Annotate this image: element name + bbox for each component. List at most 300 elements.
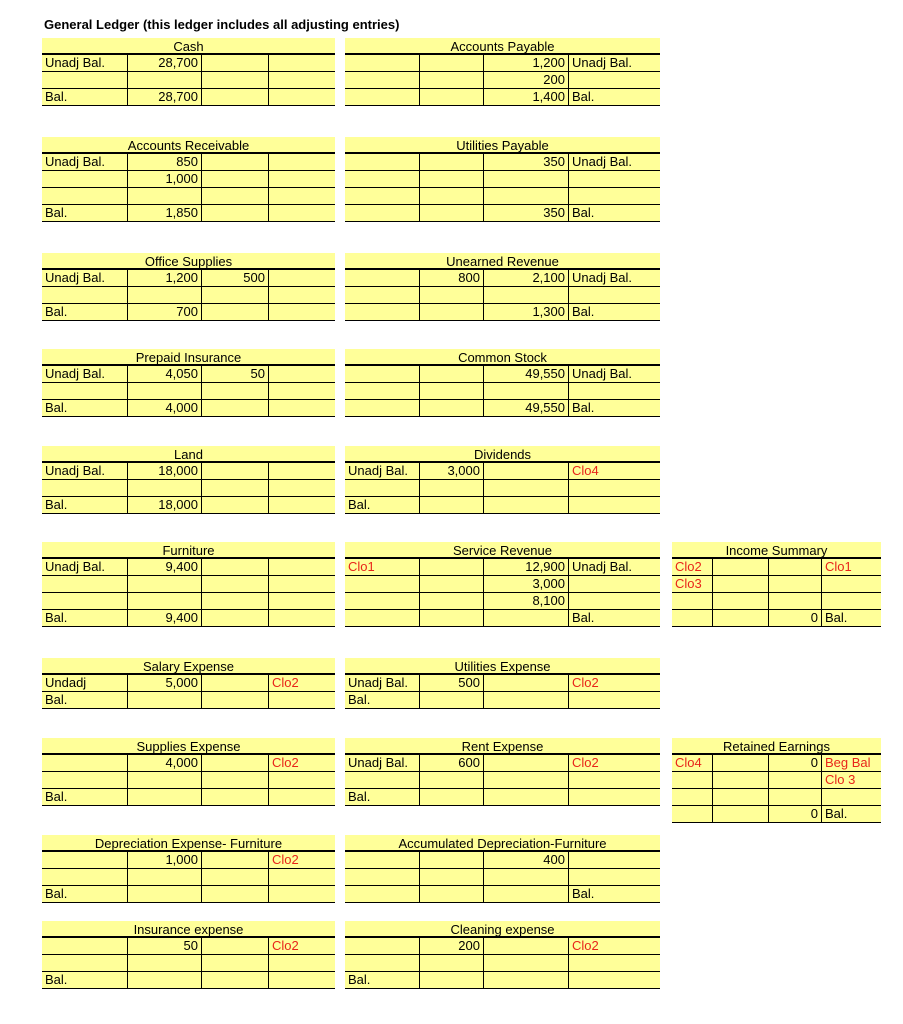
ledger-cell: 12,900 xyxy=(484,559,569,576)
ledger-cell: 850 xyxy=(128,154,202,171)
ledger-cell xyxy=(713,772,769,789)
ledger-cell xyxy=(202,480,269,497)
ledger-cell xyxy=(202,938,269,955)
ledger-cell xyxy=(202,869,269,886)
t-account-accumulated-depreciation-furniture xyxy=(345,835,660,903)
ledger-cell xyxy=(672,806,713,823)
ledger-cell xyxy=(484,480,569,497)
ledger-cell: 400 xyxy=(484,852,569,869)
ledger-cell xyxy=(484,383,569,400)
ledger-cell xyxy=(345,576,420,593)
ledger-cell xyxy=(484,789,569,806)
ledger-cell xyxy=(569,852,660,869)
ledger-cell xyxy=(420,304,484,321)
account-title: Dividends xyxy=(345,446,660,463)
ledger-cell xyxy=(202,559,269,576)
ledger-cell xyxy=(420,972,484,989)
ledger-cell xyxy=(484,497,569,514)
ledger-row xyxy=(345,304,660,321)
ledger-cell: 49,550 xyxy=(484,366,569,383)
ledger-cell: 200 xyxy=(420,938,484,955)
ledger-cell xyxy=(345,593,420,610)
ledger-cell xyxy=(42,938,128,955)
ledger-cell xyxy=(128,383,202,400)
t-account-service-revenue xyxy=(345,542,660,627)
ledger-cell xyxy=(269,188,335,205)
ledger-cell xyxy=(269,55,335,72)
account-title: Accounts Receivable xyxy=(42,137,335,154)
ledger-row xyxy=(42,852,335,869)
ledger-row xyxy=(42,400,335,417)
ledger-cell xyxy=(569,171,660,188)
ledger-cell xyxy=(713,806,769,823)
ledger-row xyxy=(672,755,881,772)
ledger-cell xyxy=(202,171,269,188)
ledger-cell xyxy=(713,789,769,806)
ledger-cell: Bal. xyxy=(822,610,881,627)
ledger-row xyxy=(42,287,335,304)
ledger-cell xyxy=(569,287,660,304)
t-account-cash xyxy=(42,38,335,106)
ledger-cell: 3,000 xyxy=(484,576,569,593)
ledger-row xyxy=(345,287,660,304)
account-title: Accumulated Depreciation-Furniture xyxy=(345,835,660,852)
ledger-cell xyxy=(569,869,660,886)
ledger-cell xyxy=(202,675,269,692)
ledger-cell xyxy=(42,869,128,886)
ledger-row xyxy=(42,89,335,106)
ledger-cell: Unadj Bal. xyxy=(42,366,128,383)
ledger-cell xyxy=(202,287,269,304)
ledger-cell: 4,000 xyxy=(128,755,202,772)
ledger-row xyxy=(345,610,660,627)
ledger-cell xyxy=(569,480,660,497)
ledger-cell xyxy=(42,72,128,89)
account-title: Common Stock xyxy=(345,349,660,366)
ledger-cell xyxy=(202,789,269,806)
ledger-cell: Bal. xyxy=(345,692,420,709)
ledger-cell xyxy=(202,72,269,89)
ledger-cell xyxy=(202,576,269,593)
account-title: Depreciation Expense- Furniture xyxy=(42,835,335,852)
ledger-cell xyxy=(269,366,335,383)
ledger-row xyxy=(345,559,660,576)
ledger-cell xyxy=(420,287,484,304)
ledger-cell xyxy=(202,755,269,772)
ledger-cell xyxy=(202,154,269,171)
ledger-cell: 9,400 xyxy=(128,559,202,576)
account-title: Office Supplies xyxy=(42,253,335,270)
ledger-cell xyxy=(42,955,128,972)
account-title: Supplies Expense xyxy=(42,738,335,755)
t-account-unearned-revenue xyxy=(345,253,660,321)
ledger-cell xyxy=(420,383,484,400)
ledger-cell xyxy=(42,383,128,400)
ledger-cell xyxy=(128,972,202,989)
t-account-utilities-payable xyxy=(345,137,660,222)
ledger-cell xyxy=(672,772,713,789)
ledger-row xyxy=(42,675,335,692)
ledger-row xyxy=(345,383,660,400)
ledger-cell: Clo3 xyxy=(672,576,713,593)
ledger-cell xyxy=(202,593,269,610)
t-account-common-stock xyxy=(345,349,660,417)
ledger-cell: Clo2 xyxy=(269,755,335,772)
ledger-cell xyxy=(420,593,484,610)
ledger-cell: 8,100 xyxy=(484,593,569,610)
ledger-cell: 1,000 xyxy=(128,852,202,869)
t-account-office-supplies xyxy=(42,253,335,321)
ledger-cell xyxy=(345,886,420,903)
ledger-cell: Bal. xyxy=(569,886,660,903)
ledger-cell: Clo2 xyxy=(269,852,335,869)
ledger-cell: 700 xyxy=(128,304,202,321)
ledger-row xyxy=(345,270,660,287)
ledger-cell xyxy=(484,171,569,188)
ledger-cell xyxy=(42,171,128,188)
ledger-row xyxy=(42,789,335,806)
ledger-row xyxy=(345,463,660,480)
ledger-row xyxy=(42,772,335,789)
ledger-cell: Unadj Bal. xyxy=(42,270,128,287)
t-account-prepaid-insurance xyxy=(42,349,335,417)
ledger-cell xyxy=(202,188,269,205)
ledger-cell xyxy=(420,692,484,709)
ledger-cell xyxy=(822,593,881,610)
ledger-row xyxy=(345,188,660,205)
ledger-cell xyxy=(269,304,335,321)
ledger-cell: Unadj Bal. xyxy=(42,154,128,171)
ledger-row xyxy=(672,576,881,593)
ledger-cell xyxy=(128,692,202,709)
ledger-cell: 28,700 xyxy=(128,55,202,72)
ledger-cell: 0 xyxy=(769,755,822,772)
ledger-cell: 50 xyxy=(128,938,202,955)
ledger-cell xyxy=(345,171,420,188)
ledger-cell xyxy=(269,869,335,886)
ledger-cell xyxy=(484,955,569,972)
ledger-cell xyxy=(713,755,769,772)
ledger-row xyxy=(42,463,335,480)
ledger-cell xyxy=(569,972,660,989)
ledger-cell xyxy=(420,205,484,222)
account-title: Accounts Payable xyxy=(345,38,660,55)
ledger-cell: Bal. xyxy=(345,789,420,806)
ledger-cell xyxy=(202,55,269,72)
ledger-cell xyxy=(202,400,269,417)
ledger-cell xyxy=(713,559,769,576)
ledger-cell xyxy=(269,400,335,417)
ledger-cell xyxy=(420,576,484,593)
ledger-cell: Bal. xyxy=(42,789,128,806)
t-account-accounts-payable xyxy=(345,38,660,106)
ledger-cell xyxy=(569,497,660,514)
ledger-cell xyxy=(128,480,202,497)
ledger-cell xyxy=(420,869,484,886)
ledger-cell xyxy=(713,610,769,627)
ledger-cell xyxy=(202,772,269,789)
ledger-cell xyxy=(484,463,569,480)
ledger-cell: Bal. xyxy=(42,400,128,417)
account-title: Land xyxy=(42,446,335,463)
ledger-cell xyxy=(128,772,202,789)
ledger-cell xyxy=(269,89,335,106)
ledger-cell: Clo2 xyxy=(269,675,335,692)
ledger-row xyxy=(345,772,660,789)
t-account-salary-expense xyxy=(42,658,335,709)
ledger-cell: Clo4 xyxy=(672,755,713,772)
ledger-cell xyxy=(202,383,269,400)
ledger-cell xyxy=(420,366,484,383)
ledger-cell: Clo 3 xyxy=(822,772,881,789)
ledger-row xyxy=(345,675,660,692)
ledger-cell xyxy=(345,304,420,321)
ledger-cell: Unadj Bal. xyxy=(569,559,660,576)
ledger-cell xyxy=(42,480,128,497)
ledger-row xyxy=(345,205,660,222)
ledger-cell xyxy=(713,593,769,610)
ledger-cell xyxy=(484,692,569,709)
ledger-cell: 1,200 xyxy=(128,270,202,287)
ledger-row xyxy=(672,806,881,823)
ledger-cell xyxy=(345,287,420,304)
ledger-row xyxy=(345,497,660,514)
ledger-cell xyxy=(345,366,420,383)
ledger-cell xyxy=(484,869,569,886)
ledger-row xyxy=(345,692,660,709)
ledger-cell: 18,000 xyxy=(128,463,202,480)
ledger-cell: 9,400 xyxy=(128,610,202,627)
ledger-row xyxy=(42,869,335,886)
account-title: Cleaning expense xyxy=(345,921,660,938)
ledger-cell: Clo2 xyxy=(569,675,660,692)
ledger-cell xyxy=(420,559,484,576)
account-title: Cash xyxy=(42,38,335,55)
ledger-row xyxy=(345,89,660,106)
account-title: Income Summary xyxy=(672,542,881,559)
ledger-cell: Unadj Bal. xyxy=(345,675,420,692)
ledger-cell xyxy=(269,480,335,497)
ledger-cell xyxy=(345,72,420,89)
ledger-cell: 200 xyxy=(484,72,569,89)
ledger-row xyxy=(345,576,660,593)
account-title: Retained Earnings xyxy=(672,738,881,755)
ledger-cell xyxy=(420,789,484,806)
ledger-cell: 1,400 xyxy=(484,89,569,106)
ledger-cell: 0 xyxy=(769,806,822,823)
ledger-row xyxy=(42,559,335,576)
t-account-utilities-expense xyxy=(345,658,660,709)
ledger-row xyxy=(672,789,881,806)
ledger-cell: Undadj xyxy=(42,675,128,692)
ledger-cell xyxy=(822,789,881,806)
ledger-cell: Bal. xyxy=(42,972,128,989)
ledger-cell: Unadj Bal. xyxy=(569,270,660,287)
ledger-cell xyxy=(420,852,484,869)
ledger-cell: 500 xyxy=(420,675,484,692)
ledger-cell xyxy=(420,72,484,89)
ledger-cell xyxy=(269,576,335,593)
t-account-insurance-expense xyxy=(42,921,335,989)
ledger-cell xyxy=(484,972,569,989)
ledger-cell: Bal. xyxy=(345,972,420,989)
ledger-row xyxy=(42,955,335,972)
t-account-furniture xyxy=(42,542,335,627)
ledger-cell xyxy=(484,610,569,627)
ledger-cell xyxy=(42,576,128,593)
ledger-cell xyxy=(128,576,202,593)
t-account-cleaning-expense xyxy=(345,921,660,989)
ledger-row xyxy=(42,576,335,593)
ledger-cell xyxy=(420,955,484,972)
ledger-cell xyxy=(345,154,420,171)
ledger-cell xyxy=(269,955,335,972)
ledger-row xyxy=(42,755,335,772)
ledger-row xyxy=(345,955,660,972)
ledger-cell xyxy=(420,886,484,903)
ledger-cell: Bal. xyxy=(42,692,128,709)
ledger-cell: Bal. xyxy=(822,806,881,823)
ledger-cell xyxy=(420,171,484,188)
ledger-cell: Clo2 xyxy=(672,559,713,576)
ledger-cell: Clo2 xyxy=(269,938,335,955)
ledger-cell xyxy=(269,772,335,789)
ledger-cell: Unadj Bal. xyxy=(345,755,420,772)
ledger-cell xyxy=(345,955,420,972)
ledger-cell xyxy=(420,89,484,106)
ledger-cell: Unadj Bal. xyxy=(42,55,128,72)
ledger-row xyxy=(345,154,660,171)
ledger-cell xyxy=(269,559,335,576)
ledger-cell xyxy=(269,972,335,989)
account-title: Rent Expense xyxy=(345,738,660,755)
ledger-row xyxy=(42,304,335,321)
ledger-cell xyxy=(202,692,269,709)
ledger-cell xyxy=(269,287,335,304)
ledger-row xyxy=(42,938,335,955)
ledger-cell xyxy=(128,72,202,89)
ledger-row xyxy=(345,869,660,886)
ledger-cell: 350 xyxy=(484,154,569,171)
t-account-depreciation-expense-furniture xyxy=(42,835,335,903)
ledger-cell xyxy=(128,886,202,903)
ledger-cell: 350 xyxy=(484,205,569,222)
ledger-cell xyxy=(345,188,420,205)
ledger-cell xyxy=(420,772,484,789)
ledger-cell xyxy=(569,188,660,205)
ledger-cell xyxy=(345,400,420,417)
ledger-cell xyxy=(484,188,569,205)
ledger-cell: 18,000 xyxy=(128,497,202,514)
ledger-cell xyxy=(269,463,335,480)
ledger-row xyxy=(42,154,335,171)
ledger-cell: 600 xyxy=(420,755,484,772)
ledger-cell xyxy=(345,270,420,287)
ledger-cell: Bal. xyxy=(569,304,660,321)
ledger-row xyxy=(42,270,335,287)
ledger-row xyxy=(42,55,335,72)
ledger-cell: 5,000 xyxy=(128,675,202,692)
ledger-cell xyxy=(345,480,420,497)
ledger-cell xyxy=(769,789,822,806)
ledger-cell xyxy=(269,593,335,610)
ledger-row xyxy=(42,497,335,514)
ledger-cell xyxy=(202,304,269,321)
ledger-row xyxy=(42,383,335,400)
t-account-dividends xyxy=(345,446,660,514)
ledger-cell xyxy=(420,188,484,205)
ledger-cell: 50 xyxy=(202,366,269,383)
ledger-cell xyxy=(202,89,269,106)
ledger-cell xyxy=(269,171,335,188)
t-account-land xyxy=(42,446,335,514)
ledger-cell xyxy=(128,593,202,610)
ledger-cell xyxy=(128,955,202,972)
ledger-cell: Bal. xyxy=(569,89,660,106)
ledger-cell: Unadj Bal. xyxy=(345,463,420,480)
account-title: Prepaid Insurance xyxy=(42,349,335,366)
ledger-row xyxy=(345,400,660,417)
ledger-cell xyxy=(269,497,335,514)
ledger-cell xyxy=(345,610,420,627)
ledger-cell xyxy=(42,287,128,304)
ledger-cell xyxy=(484,938,569,955)
t-account-accounts-receivable xyxy=(42,137,335,222)
ledger-row xyxy=(345,755,660,772)
ledger-cell xyxy=(769,772,822,789)
account-title: Furniture xyxy=(42,542,335,559)
ledger-cell: Bal. xyxy=(569,610,660,627)
ledger-cell xyxy=(42,593,128,610)
t-account-retained-earnings xyxy=(672,738,881,823)
ledger-cell xyxy=(822,576,881,593)
ledger-cell: 2,100 xyxy=(484,270,569,287)
account-title: Service Revenue xyxy=(345,542,660,559)
ledger-cell: Bal. xyxy=(569,205,660,222)
ledger-row xyxy=(672,593,881,610)
ledger-cell xyxy=(569,772,660,789)
ledger-cell xyxy=(202,886,269,903)
page-title: General Ledger (this ledger includes all adjusting entries) xyxy=(44,17,400,32)
ledger-cell xyxy=(420,497,484,514)
ledger-cell xyxy=(269,205,335,222)
account-title: Insurance expense xyxy=(42,921,335,938)
ledger-row xyxy=(345,366,660,383)
ledger-cell: Beg Bal xyxy=(822,755,881,772)
ledger-row xyxy=(345,789,660,806)
ledger-cell xyxy=(345,383,420,400)
ledger-row xyxy=(42,886,335,903)
ledger-cell: 49,550 xyxy=(484,400,569,417)
ledger-row xyxy=(672,559,881,576)
ledger-cell: 3,000 xyxy=(420,463,484,480)
ledger-cell xyxy=(269,154,335,171)
account-title: Unearned Revenue xyxy=(345,253,660,270)
ledger-cell: 1,300 xyxy=(484,304,569,321)
ledger-cell xyxy=(202,972,269,989)
t-account-supplies-expense xyxy=(42,738,335,806)
ledger-cell xyxy=(202,610,269,627)
ledger-cell xyxy=(672,789,713,806)
ledger-cell xyxy=(345,852,420,869)
account-title: Utilities Expense xyxy=(345,658,660,675)
ledger-row xyxy=(42,188,335,205)
ledger-cell xyxy=(569,383,660,400)
ledger-cell: Bal. xyxy=(42,304,128,321)
ledger-cell: 1,200 xyxy=(484,55,569,72)
ledger-cell xyxy=(484,772,569,789)
ledger-cell xyxy=(269,886,335,903)
